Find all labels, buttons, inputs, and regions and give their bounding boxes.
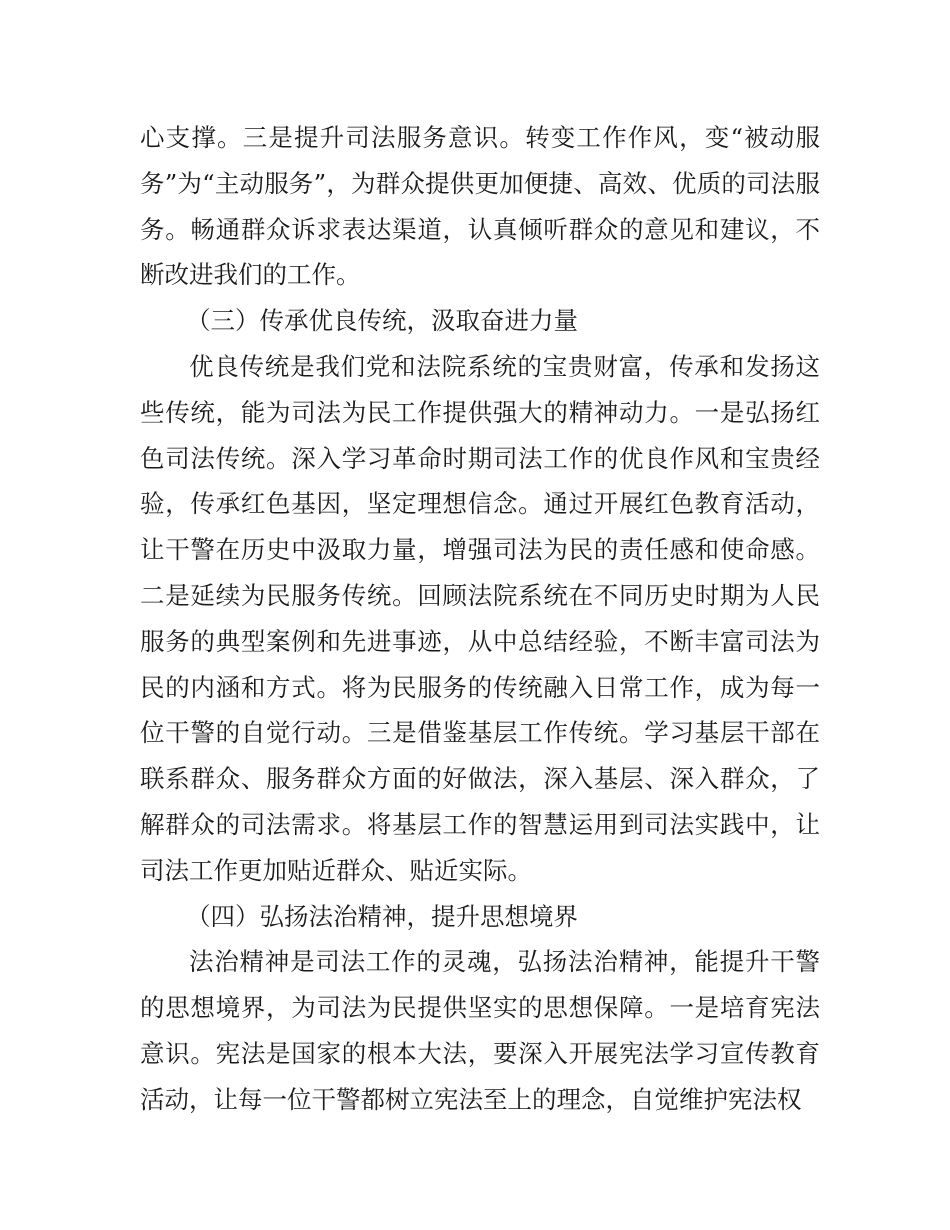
paragraph-traditions: 优良传统是我们党和法院系统的宝贵财富，传承和发扬这些传统，能为司法为民工作提供强大的精神动力。一是弘扬红色司法传统。深入学习革命时期司法工作的优良作风和宝贵经验，传承红色基因，坚定理想信念。通过开展红色教育活动，让干警在历史中汲取力量，增强司法为民的责任感和使命感。二是延续为民服务传统。回顾法院系统在不同历史时期为人民服务的典型案例和先进事迹，从中总结经验，不断丰富司法为民的内涵和方式。将为民服务的传统融入日常工作，成为每一位干警的自觉行动。三是借鉴基层工作传统。学习基层干部在联系群众、服务群众方面的好做法，深入基层、深入群众，了解群众的司法需求。将基层工作的智慧运用到司法实践中，让司法工作更加贴近群众、贴近实际。 — [140, 351, 820, 885]
document-body — [140, 115, 820, 1123]
paragraph-continuation: 心支撑。三是提升司法服务意识。转变工作作风，变“被动服务”为“主动服务”，为群众提供更加便捷、高效、优质的司法服务。畅通群众诉求表达渠道，认真倾听群众的意见和建议，不断改进我们的工作。 — [140, 123, 820, 290]
paragraph-rule-of-law: 法治精神是司法工作的灵魂，弘扬法治精神，能提升干警的思想境界，为司法为民提供坚实的思想保障。一是培育宪法意识。宪法是国家的根本大法，要深入开展宪法学习宣传教育活动，让每一位干警都树立宪法至上的理念，自觉维护宪法权 — [140, 947, 820, 1114]
section-heading-3: （三）传承优良传统，汲取奋进力量 — [186, 306, 578, 336]
section-heading-4: （四）弘扬法治精神，提升思想境界 — [186, 901, 578, 931]
